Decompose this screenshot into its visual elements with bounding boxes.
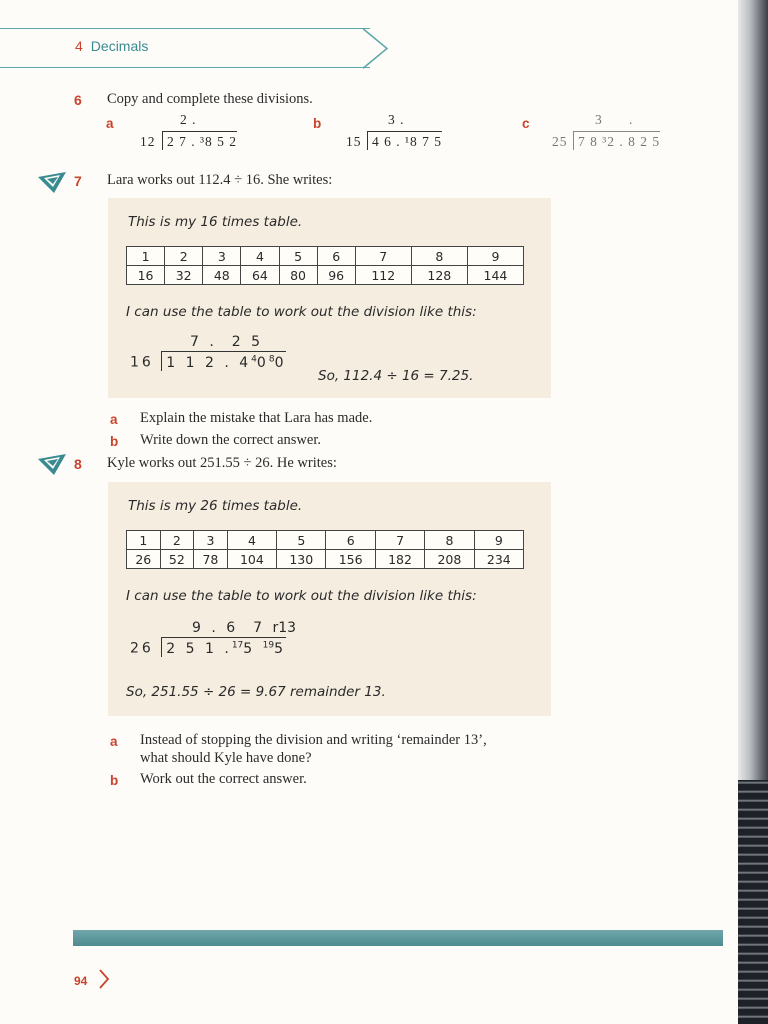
q7-dividend: [161, 351, 286, 371]
table-cell: 8: [411, 247, 467, 266]
table-cell: 156: [326, 550, 375, 569]
chevron-right-icon: [98, 968, 110, 995]
q8-handwritten-division: [130, 620, 296, 657]
table-cell: 2: [165, 247, 203, 266]
table-cell: 5: [277, 531, 326, 550]
table-cell: 112: [355, 266, 411, 285]
q7-dividend-main: 1 1 2 . 4: [166, 354, 252, 371]
page-number: 94: [74, 974, 88, 988]
q8-quotient: 9 . 6 7: [192, 620, 265, 636]
q7-dividend-carry-1: 4: [251, 354, 257, 364]
table-cell: 96: [317, 266, 355, 285]
q8-dividend-mid: 5: [243, 640, 256, 657]
table-cell: 26: [127, 550, 161, 569]
q6-part-b-label: b: [313, 116, 322, 131]
table-cell: 182: [375, 550, 424, 569]
q8-dividend: [161, 637, 286, 657]
q7-dividend-carry-2: 8: [268, 354, 275, 364]
table-cell: 16: [127, 266, 165, 285]
q8-dividend-carry-2: 19: [262, 640, 275, 650]
q7-part-a-label: a: [110, 412, 118, 427]
q8-times-table: [126, 530, 524, 569]
question-8-number: 8: [74, 456, 82, 472]
table-cell: 1: [127, 247, 165, 266]
question-6-number: 6: [74, 92, 82, 108]
table-row: [127, 550, 524, 569]
chapter-name: Decimals: [90, 38, 149, 54]
question-7-number: 7: [74, 173, 82, 189]
table-cell: 64: [241, 266, 279, 285]
footer-bar: [73, 930, 723, 946]
chapter-number: 4: [75, 38, 83, 54]
q6-part-a-label: a: [106, 116, 114, 131]
q8-working-panel: [108, 482, 551, 716]
q7-divisor: 16: [130, 354, 154, 371]
q6c-quotient: 3 .: [595, 112, 634, 127]
table-cell: 5: [279, 247, 317, 266]
table-cell: 9: [467, 247, 523, 266]
q8-dividend-main: 2 5 1 .: [166, 640, 232, 657]
table-cell: 78: [194, 550, 228, 569]
table-cell: 2: [160, 531, 194, 550]
table-cell: 8: [425, 531, 474, 550]
discussion-flag-icon: [38, 454, 68, 476]
table-cell: 6: [326, 531, 375, 550]
table-cell: 128: [411, 266, 467, 285]
table-cell: 104: [227, 550, 276, 569]
q8-part-a-text: Instead of stopping the division and writing ‘remainder 13’,: [140, 732, 487, 748]
q6b-quotient: 3 .: [388, 112, 405, 127]
q6a-quotient: 2 .: [180, 112, 197, 127]
q6b-dividend: 4 6 . ¹8 7 5: [367, 131, 442, 150]
table-cell: 32: [165, 266, 203, 285]
q8-divisor: 26: [130, 640, 154, 657]
q7-times-table: [126, 246, 524, 285]
q7-result: So, 112.4 ÷ 16 = 7.25.: [318, 368, 474, 384]
question-8-text: Kyle works out 251.55 ÷ 26. He writes:: [107, 455, 337, 471]
table-cell: 4: [227, 531, 276, 550]
q7-panel-intro: This is my 16 times table.: [128, 214, 303, 230]
q8-dividend-end: 5: [274, 640, 287, 657]
chapter-header-band: [0, 28, 370, 68]
q6b-divisor: 15: [346, 134, 362, 149]
discussion-flag-icon: [38, 172, 68, 194]
q7-panel-method: I can use the table to work out the division like this:: [126, 304, 477, 320]
q6c-divisor: 25: [552, 134, 568, 149]
q8-part-a-text-line2: what should Kyle have done?: [140, 750, 312, 766]
q8-panel-method: I can use the table to work out the division like this:: [126, 588, 477, 604]
table-cell: 1: [127, 531, 161, 550]
table-cell: 48: [203, 266, 241, 285]
q6c-dividend: 7 8 ³2 . 8 2 5: [573, 131, 660, 150]
q7-part-a-text: Explain the mistake that Lara has made.: [140, 410, 373, 426]
q8-part-b-label: b: [110, 773, 119, 788]
table-cell: 7: [355, 247, 411, 266]
q8-part-b-text: Work out the correct answer.: [140, 771, 307, 787]
table-cell: 9: [474, 531, 523, 550]
q6a-dividend: 2 7 . ³8 5 2: [162, 131, 237, 150]
q8-remainder: r13: [272, 620, 297, 636]
chapter-title: [75, 38, 148, 54]
q8-part-a-label: a: [110, 734, 118, 749]
q8-panel-intro: This is my 26 times table.: [128, 498, 303, 514]
table-row: [127, 531, 524, 550]
q7-part-b-text: Write down the correct answer.: [140, 432, 321, 448]
q7-part-b-label: b: [110, 434, 119, 449]
question-7-text: Lara works out 112.4 ÷ 16. She writes:: [107, 172, 333, 188]
table-cell: 52: [160, 550, 194, 569]
q7-working-panel: [108, 198, 551, 398]
table-cell: 144: [467, 266, 523, 285]
q6a-divisor: 12: [140, 134, 156, 149]
q7-dividend-mid: 0: [256, 354, 269, 371]
question-6-text: Copy and complete these divisions.: [107, 91, 313, 107]
q6-part-c-label: c: [522, 116, 530, 131]
q8-dividend-carry-1: 17: [231, 640, 244, 650]
table-cell: 4: [241, 247, 279, 266]
page-edge-shadow: [738, 780, 768, 1024]
q7-handwritten-division: [130, 334, 286, 371]
table-cell: 208: [425, 550, 474, 569]
q8-result: So, 251.55 ÷ 26 = 9.67 remainder 13.: [126, 684, 386, 700]
table-cell: 3: [203, 247, 241, 266]
table-row: [127, 266, 524, 285]
table-cell: 6: [317, 247, 355, 266]
q7-dividend-end: 0: [274, 354, 287, 371]
table-cell: 3: [194, 531, 228, 550]
table-cell: 130: [277, 550, 326, 569]
q7-quotient: 7 . 2 5: [190, 334, 263, 350]
table-cell: 234: [474, 550, 523, 569]
table-cell: 80: [279, 266, 317, 285]
table-cell: 7: [375, 531, 424, 550]
table-row: [127, 247, 524, 266]
